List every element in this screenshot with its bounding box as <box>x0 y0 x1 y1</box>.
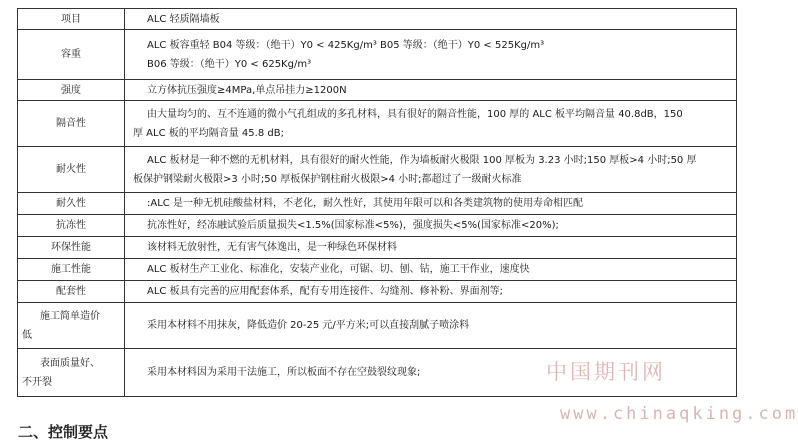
section-heading: 二、控制要点 <box>18 423 109 441</box>
row-item-label: 隔音性 <box>18 101 125 147</box>
row-description: ALC 板具有完善的应用配套体系，配有专用连接件、勾缝剂、修补粉、界面剂等; <box>125 281 737 303</box>
row-item-label: 耐火性 <box>18 147 125 193</box>
row-item-label: 抗冻性 <box>18 215 125 237</box>
table-row <box>18 193 737 215</box>
row-item-label: 环保性能 <box>18 237 125 259</box>
table-row <box>18 281 737 303</box>
table-row <box>18 30 737 80</box>
header-desc-label: ALC 轻质隔墙板 <box>125 9 737 30</box>
row-description: 该材料无放射性，无有害气体逸出，是一种绿色环保材料 <box>125 237 737 259</box>
row-description: 采用本材料因为采用干法施工，所以板面不存在空鼓裂纹现象; <box>125 349 737 397</box>
row-item-label: 施工简单造价 低 <box>18 303 125 349</box>
row-description: :ALC 是一种无机硅酸盐材料，不老化，耐久性好，其使用年限可以和各类建筑物的使用寿命相匹配 <box>125 193 737 215</box>
table-row <box>18 303 737 349</box>
watermark-url: www.chinaqking.com <box>560 404 798 424</box>
row-item-label: 施工性能 <box>18 259 125 281</box>
row-description: 由大量均匀的、互不连通的微小气孔组成的多孔材料，具有很好的隔音性能，100 厚的 ALC 板平均隔音量 40.8dB，150 厚 ALC 板的平均隔音量 45.8 dB; <box>125 101 737 147</box>
table-row <box>18 147 737 193</box>
row-item-label: 配套性 <box>18 281 125 303</box>
table-row <box>18 101 737 147</box>
watermark-site-name: 中国期刊网 <box>546 360 666 384</box>
alc-properties-table <box>17 8 737 397</box>
row-description: 立方体抗压强度≥4MPa,单点吊挂力≥1200N <box>125 80 737 101</box>
row-item-label: 表面质量好、 不开裂 <box>18 349 125 397</box>
row-item-label: 耐久性 <box>18 193 125 215</box>
row-item-label: 强度 <box>18 80 125 101</box>
row-item-label: 容重 <box>18 30 125 80</box>
row-description: 抗冻性好，经冻融试验后质量损失<1.5%(国家标准<5%)，强度损失<5%(国家标准<20%); <box>125 215 737 237</box>
row-description: ALC 板容重轻 B04 等级：（绝干）Y0 < 425Kg/m³ B05 等级：（绝干）Y0 < 525Kg/m³ B06 等级：（绝干）Y0 < 625Kg/m³ <box>125 30 737 80</box>
row-description: ALC 板材是一种不燃的无机材料，具有很好的耐火性能，作为墙板耐火极限 100 厚板为 3.23 小时;150 厚板>4 小时;50 厚 板保护钢梁耐火极限>3 小时;50 厚板保护钢柱耐火极限>4 小时;都超过了一级耐火标准 <box>125 147 737 193</box>
table-row <box>18 259 737 281</box>
row-description: ALC 板材生产工业化、标准化，安装产业化，可锯、切、刨、钻，施工干作业，速度快 <box>125 259 737 281</box>
table-row <box>18 80 737 101</box>
table-row <box>18 215 737 237</box>
table-row <box>18 237 737 259</box>
table-header-row <box>18 9 737 30</box>
header-item-label: 项目 <box>18 9 125 30</box>
row-description: 采用本材料不用抹灰，降低造价 20-25 元/平方米;可以直接刮腻子喷涂料 <box>125 303 737 349</box>
